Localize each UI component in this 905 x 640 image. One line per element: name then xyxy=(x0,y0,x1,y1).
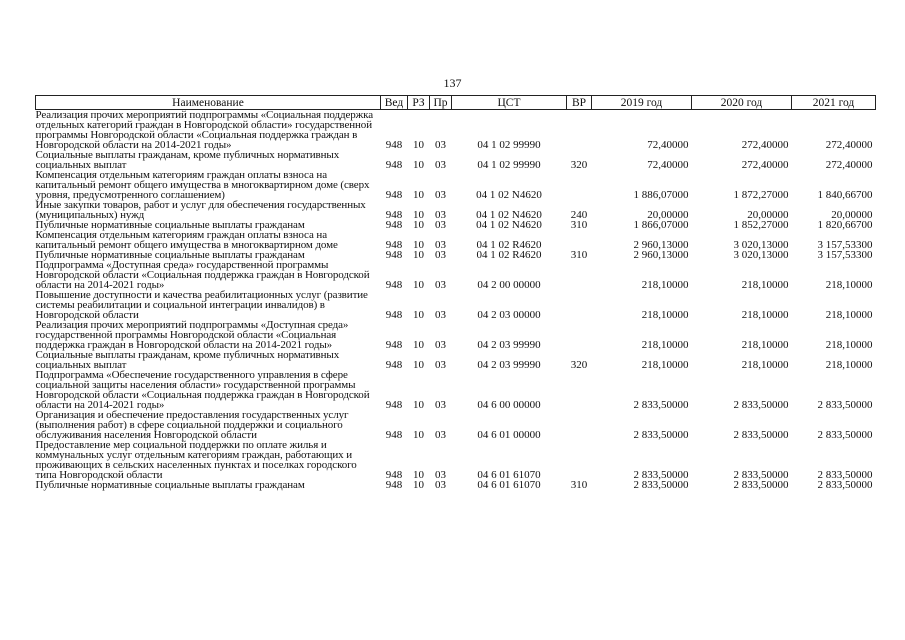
cell-rz: 10 xyxy=(413,469,424,481)
cell-cst: 04 2 03 00000 xyxy=(477,309,541,321)
cell-2021: 272,40000 xyxy=(825,159,873,171)
cell-vr xyxy=(567,260,592,290)
cell-2020: 3 020,13000 xyxy=(733,249,789,261)
cell-ved: 948 xyxy=(385,219,403,231)
cell-rz: 10 xyxy=(413,209,424,221)
cell-2020: 2 833,50000 xyxy=(733,479,789,491)
cell-pr: 03 xyxy=(435,479,446,491)
cell-name: Реализация прочих мероприятий подпрограммы «Социальная поддержка отдельных категорий граждан в Новгородской области» государственной программы Новгородской области «Социальная поддержка граждан в Новгородской области на 2014-2021 годы» xyxy=(35,109,374,151)
header-vr: ВР xyxy=(567,96,592,110)
cell-2020: 218,10000 xyxy=(741,339,789,351)
header-2020: 2020 год xyxy=(692,96,792,110)
cell-rz: 10 xyxy=(413,189,424,201)
cell-name: Социальные выплаты гражданам, кроме публичных нормативных социальных выплат xyxy=(35,349,340,371)
cell-rz: 10 xyxy=(413,249,424,261)
cell-2021: 218,10000 xyxy=(825,339,873,351)
cell-2019: 218,10000 xyxy=(641,339,689,351)
cell-rz: 10 xyxy=(413,219,424,231)
cell-2019: 218,10000 xyxy=(641,359,689,371)
cell-2019: 2 833,50000 xyxy=(633,469,689,481)
cell-2020: 2 833,50000 xyxy=(733,429,789,441)
cell-2020: 272,40000 xyxy=(741,159,789,171)
cell-vr: 310 xyxy=(570,479,588,491)
table-row xyxy=(36,170,876,200)
cell-cst: 04 6 01 61070 xyxy=(477,469,541,481)
cell-vr xyxy=(567,290,592,320)
cell-2021: 1 820,66700 xyxy=(817,219,873,231)
cell-ved: 948 xyxy=(385,249,403,261)
cell-name: Компенсация отдельным категориям граждан оплаты взноса на капитальный ремонт общего имущества в многоквартирном доме (сверх уровня, предусмотренного соглашением) xyxy=(35,169,370,201)
cell-rz: 10 xyxy=(413,399,424,411)
cell-name: Публичные нормативные социальные выплаты гражданам xyxy=(35,219,305,231)
cell-pr: 03 xyxy=(435,309,446,321)
cell-2020: 272,40000 xyxy=(741,139,789,151)
table-row xyxy=(36,440,876,480)
cell-pr: 03 xyxy=(435,159,446,171)
cell-vr xyxy=(567,410,592,440)
cell-vr xyxy=(567,320,592,350)
header-rz: РЗ xyxy=(408,96,430,110)
cell-name: Предоставление мер социальной поддержки по оплате жилья и коммунальных услуг отдельным категориям граждан, работающих и проживающих в сельских населенных пунктах и поселках городского типа Новгородской области xyxy=(35,439,357,481)
cell-2021: 2 833,50000 xyxy=(817,429,873,441)
cell-2019: 2 960,13000 xyxy=(633,239,689,251)
cell-rz: 10 xyxy=(413,139,424,151)
cell-2019: 218,10000 xyxy=(641,309,689,321)
cell-rz: 10 xyxy=(413,359,424,371)
table-row xyxy=(36,150,876,170)
cell-pr: 03 xyxy=(435,469,446,481)
cell-ved: 948 xyxy=(385,239,403,251)
cell-ved: 948 xyxy=(385,339,403,351)
cell-name: Подпрограмма «Обеспечение государственного управления в сфере социальной защиты населения области» государственной программы Новгородской области «Социальная поддержка граждан в Новгородской области на 2014-2021 годы» xyxy=(35,369,370,411)
cell-vr: 240 xyxy=(570,209,588,221)
table-row xyxy=(36,410,876,440)
header-pr: Пр xyxy=(430,96,452,110)
header-2019: 2019 год xyxy=(592,96,692,110)
table-row xyxy=(36,480,876,490)
cell-vr: 310 xyxy=(570,249,588,261)
cell-2021: 20,00000 xyxy=(831,209,873,221)
cell-rz: 10 xyxy=(413,429,424,441)
cell-ved: 948 xyxy=(385,209,403,221)
cell-pr: 03 xyxy=(435,139,446,151)
header-ved: Вед xyxy=(381,96,408,110)
cell-2020: 1 852,27000 xyxy=(733,219,789,231)
page-number: 137 xyxy=(443,76,462,90)
cell-2020: 218,10000 xyxy=(741,279,789,291)
cell-2019: 1 866,07000 xyxy=(633,219,689,231)
cell-rz: 10 xyxy=(413,479,424,491)
cell-2021: 2 833,50000 xyxy=(817,479,873,491)
cell-cst: 04 6 01 00000 xyxy=(477,429,541,441)
table-row xyxy=(36,290,876,320)
cell-rz: 10 xyxy=(413,159,424,171)
cell-2019: 72,40000 xyxy=(647,139,689,151)
cell-cst: 04 1 02 N4620 xyxy=(476,209,542,221)
cell-2020: 1 872,27000 xyxy=(733,189,789,201)
cell-rz: 10 xyxy=(413,309,424,321)
cell-vr: 310 xyxy=(570,219,588,231)
cell-name: Компенсация отдельным категориям граждан оплаты взноса на капитальный ремонт общего имущества в многоквартирном доме xyxy=(35,229,338,251)
cell-cst: 04 6 00 00000 xyxy=(477,399,541,411)
cell-cst: 04 1 02 99990 xyxy=(477,139,541,151)
cell-2021: 218,10000 xyxy=(825,279,873,291)
cell-rz: 10 xyxy=(413,279,424,291)
cell-cst: 04 1 02 N4620 xyxy=(476,189,542,201)
cell-name: Повышение доступности и качества реабилитационных услуг (развитие системы реабилитации и социальной интеграции инвалидов) в Новгородской области xyxy=(35,289,368,321)
cell-name: Подпрограмма «Доступная среда» государственной программы Новгородской области «Социальная поддержка граждан в Новгородской области на 2014-2021 годы» xyxy=(35,259,370,291)
cell-name: Публичные нормативные социальные выплаты гражданам xyxy=(35,249,305,261)
cell-ved: 948 xyxy=(385,279,403,291)
cell-pr: 03 xyxy=(435,249,446,261)
cell-2019: 2 833,50000 xyxy=(633,429,689,441)
table-body xyxy=(36,110,876,491)
cell-rz: 10 xyxy=(413,239,424,251)
cell-2020: 2 833,50000 xyxy=(733,469,789,481)
table-row xyxy=(36,350,876,370)
cell-2019: 2 833,50000 xyxy=(633,479,689,491)
cell-2021: 3 157,53300 xyxy=(817,239,873,251)
cell-vr xyxy=(567,370,592,410)
cell-2019: 1 886,07000 xyxy=(633,189,689,201)
cell-pr: 03 xyxy=(435,279,446,291)
cell-cst: 04 6 01 61070 xyxy=(477,479,541,491)
cell-name: Публичные нормативные социальные выплаты гражданам xyxy=(35,479,305,491)
cell-2021: 2 833,50000 xyxy=(817,469,873,481)
cell-vr xyxy=(567,230,592,250)
cell-2020: 218,10000 xyxy=(741,359,789,371)
cell-2019: 20,00000 xyxy=(647,209,689,221)
cell-name: Реализация прочих мероприятий подпрограммы «Доступная среда» государственной программы Новгородской области «Социальная поддержка граждан в Новгородской области на 2014-2021 годы» xyxy=(35,319,349,351)
cell-pr: 03 xyxy=(435,239,446,251)
cell-cst: 04 2 03 99990 xyxy=(477,359,541,371)
cell-ved: 948 xyxy=(385,429,403,441)
cell-2021: 2 833,50000 xyxy=(817,399,873,411)
cell-ved: 948 xyxy=(385,469,403,481)
cell-rz: 10 xyxy=(413,339,424,351)
cell-name: Иные закупки товаров, работ и услуг для обеспечения государственных (муниципальных) нужд xyxy=(35,199,366,221)
cell-ved: 948 xyxy=(385,309,403,321)
cell-name: Социальные выплаты гражданам, кроме публичных нормативных социальных выплат xyxy=(35,149,340,171)
table-header xyxy=(36,96,876,110)
table-row xyxy=(36,110,876,151)
cell-pr: 03 xyxy=(435,339,446,351)
cell-2019: 2 833,50000 xyxy=(633,399,689,411)
cell-vr xyxy=(567,170,592,200)
cell-ved: 948 xyxy=(385,479,403,491)
cell-2019: 2 960,13000 xyxy=(633,249,689,261)
cell-2019: 218,10000 xyxy=(641,279,689,291)
cell-2020: 2 833,50000 xyxy=(733,399,789,411)
cell-ved: 948 xyxy=(385,139,403,151)
cell-pr: 03 xyxy=(435,219,446,231)
cell-vr xyxy=(567,440,592,480)
cell-cst: 04 2 00 00000 xyxy=(477,279,541,291)
cell-vr: 320 xyxy=(570,159,588,171)
cell-ved: 948 xyxy=(385,159,403,171)
cell-2020: 20,00000 xyxy=(747,209,789,221)
cell-2021: 218,10000 xyxy=(825,359,873,371)
cell-pr: 03 xyxy=(435,399,446,411)
header-name: Наименование xyxy=(36,96,381,110)
cell-name: Организация и обеспечение предоставления государственных услуг (выполнения работ) в сфере социальной поддержки и социального обслуживания населения Новгородской области xyxy=(35,409,349,441)
table-row xyxy=(36,370,876,410)
table-row xyxy=(36,260,876,290)
cell-2021: 218,10000 xyxy=(825,309,873,321)
cell-vr xyxy=(567,110,592,151)
cell-pr: 03 xyxy=(435,359,446,371)
cell-ved: 948 xyxy=(385,359,403,371)
cell-2020: 3 020,13000 xyxy=(733,239,789,251)
cell-cst: 04 1 02 R4620 xyxy=(476,239,542,251)
cell-ved: 948 xyxy=(385,189,403,201)
cell-pr: 03 xyxy=(435,189,446,201)
cell-2021: 3 157,53300 xyxy=(817,249,873,261)
cell-cst: 04 1 02 99990 xyxy=(477,159,541,171)
cell-ved: 948 xyxy=(385,399,403,411)
cell-cst: 04 1 02 R4620 xyxy=(476,249,542,261)
cell-cst: 04 2 03 99990 xyxy=(477,339,541,351)
cell-2019: 72,40000 xyxy=(647,159,689,171)
table-row xyxy=(36,320,876,350)
cell-2021: 272,40000 xyxy=(825,139,873,151)
table-row xyxy=(36,230,876,250)
header-cst: ЦСТ xyxy=(452,96,567,110)
cell-2020: 218,10000 xyxy=(741,309,789,321)
cell-vr: 320 xyxy=(570,359,588,371)
table-row xyxy=(36,200,876,220)
cell-pr: 03 xyxy=(435,429,446,441)
cell-2021: 1 840,66700 xyxy=(817,189,873,201)
budget-table xyxy=(35,95,876,490)
header-2021: 2021 год xyxy=(792,96,876,110)
cell-pr: 03 xyxy=(435,209,446,221)
cell-cst: 04 1 02 N4620 xyxy=(476,219,542,231)
